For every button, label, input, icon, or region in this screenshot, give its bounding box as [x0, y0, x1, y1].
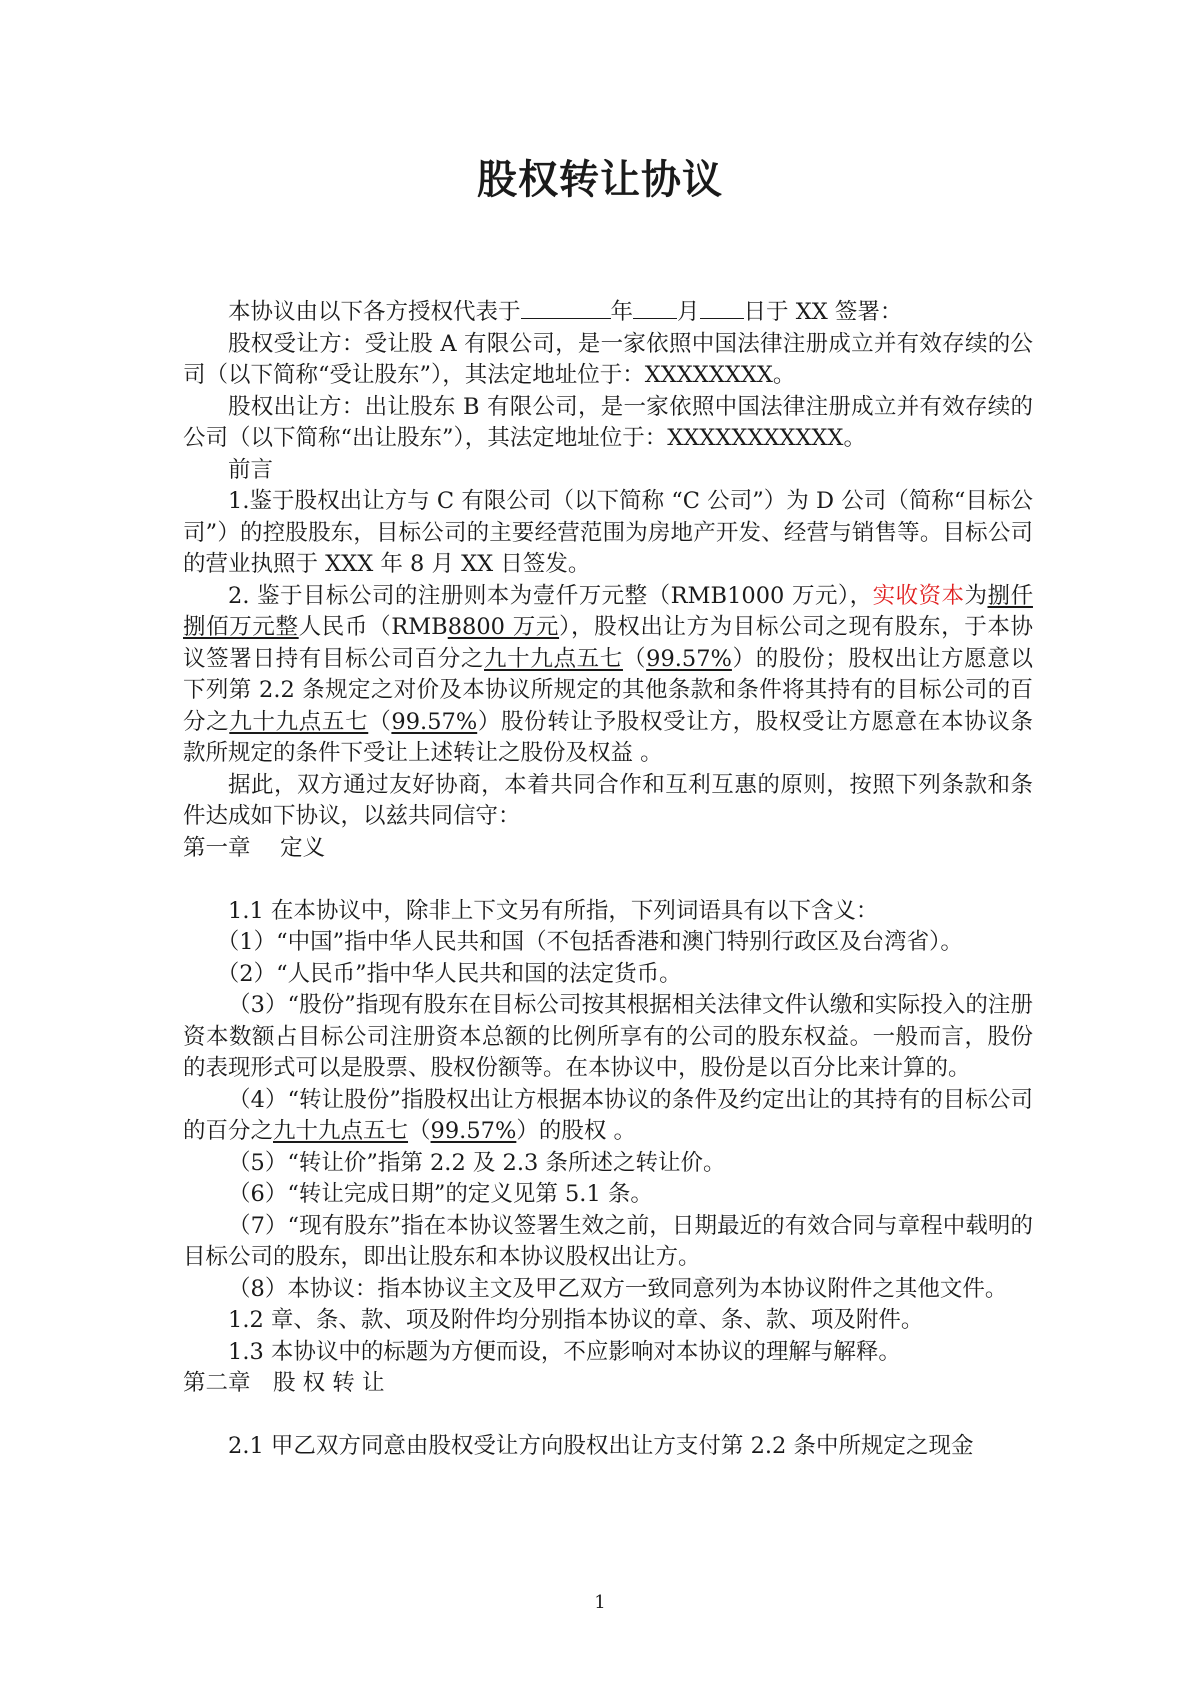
definition-6: （6）“转让完成日期”的定义见第 5.1 条。: [228, 1181, 653, 1207]
share-percent-number: 99.57%: [430, 1118, 517, 1144]
page-number: 1: [594, 1592, 606, 1613]
month-label: 月: [677, 299, 700, 325]
preface-item-2: 2. 鉴于目标公司的注册则本为壹仟万元整（RMB1000 万元），实收资本为捌仟捌佰万元整人民币（RMB8800 万元），股权出让方为目标公司之现有股东，于本协议签署日持有目标公司百分之九十九点五七（99.57%）的股份；股权出让方愿意以下列第 2.2 条规定之对价及本协议所规定的其他条款和条件将其持有的目标公司的百分之九十九点五七（99.57%）股份转让予股权受让方，股权受让方愿意在本协议条款所规定的条件下受让上述转让之股份及权益 。: [183, 582, 1033, 766]
signing-paragraph: [183, 296, 1033, 329]
accordingly-paragraph: 据此，双方通过友好协商，本着共同合作和互利互惠的原则，按照下列条款和条件达成如下协议，以兹共同信守：: [183, 771, 1033, 829]
transferor-paragraph: 股权出让方：出让股东 B 有限公司，是一家依照中国法律注册成立并有效存续的公司（以下简称“出让股东”），其法定地址位于：XXXXXXXXXXX。: [183, 393, 1033, 451]
definition-5: （5）“转让价”指第 2.2 及 2.3 条所述之转让价。: [228, 1149, 726, 1176]
spacer: [183, 864, 1033, 896]
clause-1-1: 1.1 在本协议中，除非上下文另有所指，下列词语具有以下含义：: [228, 897, 879, 924]
day-blank: [700, 296, 744, 319]
clause-2-1: 2.1 甲乙双方同意由股权受让方向股权出让方支付第 2.2 条中所规定之现金: [228, 1433, 974, 1459]
chapter-1-heading: 第一章 定义: [183, 834, 326, 861]
signing-text: 本协议由以下各方授权代表于: [228, 299, 521, 325]
preface-heading: 前言: [228, 456, 274, 483]
definition-1: （1）“中国”指中华人民共和国（不包括香港和澳门特别行政区及台湾省）。: [216, 929, 963, 955]
definition-4: （4）“转让股份”指股权出让方根据本协议的条件及约定出让的其持有的目标公司的百分之九十九点五七（99.57%）的股权 。: [183, 1086, 1033, 1144]
share-percent-text: 九十九点五七: [229, 708, 369, 735]
month-blank: [633, 296, 677, 319]
definition-8: （8）本协议：指本协议主文及甲乙双方一致同意列为本协议附件之其他文件。: [228, 1275, 1008, 1302]
share-percent-text: 九十九点五七: [273, 1118, 409, 1144]
chapter-2-heading: 第二章 股 权 转 让: [183, 1370, 385, 1396]
share-percent-number: 99.57%: [646, 645, 732, 672]
capital-amount-number: 8800 万元: [447, 614, 560, 640]
clause-1-2: 1.2 章、条、款、项及附件均分别指本协议的章、条、款、项及附件。: [228, 1307, 924, 1333]
year-label: 年: [610, 299, 634, 325]
clause-1-3: 1.3 本协议中的标题为方便而设，不应影响对本协议的理解与解释。: [228, 1338, 901, 1365]
paid-in-capital-highlight: 实收资本: [872, 582, 965, 609]
share-percent-number: 99.57%: [391, 708, 478, 735]
transferee-paragraph: 股权受让方：受让股 A 有限公司，是一家依照中国法律注册成立并有效存续的公司（以下简称“受让股东”），其法定地址位于：XXXXXXXX。: [183, 330, 1033, 388]
day-label: 日于 XX 签署：: [743, 299, 903, 325]
capital-amount-text: 捌仟捌佰万元整: [183, 582, 1033, 640]
spacer: [183, 1400, 1033, 1432]
definition-3: （3）“股份”指现有股东在目标公司按其根据相关法律文件认缴和实际投入的注册资本数额占目标公司注册资本总额的比例所享有的公司的股东权益。一般而言，股份的表现形式可以是股票、股权份额等。在本协议中，股份是以百分比来计算的。: [183, 992, 1033, 1081]
definition-2: （2）“人民币”指中华人民共和国的法定货币。: [216, 960, 682, 987]
year-blank: [521, 296, 611, 319]
preface-item-1: 1.鉴于股权出让方与 C 有限公司（以下简称 “C 公司”）为 D 公司（简称“目标公司”）的控股股东，目标公司的主要经营范围为房地产开发、经营与销售等。目标公司的营业执照于 XXX 年 8 月 XX 日签发。: [183, 488, 1033, 577]
document-title: 股权转让协议: [477, 157, 723, 203]
definition-7: （7）“现有股东”指在本协议签署生效之前，日期最近的有效合同与章程中载明的目标公司的股东，即出让股东和本协议股权出让方。: [183, 1212, 1033, 1270]
document-body: [183, 296, 1033, 1463]
share-percent-text: 九十九点五七: [484, 645, 623, 672]
